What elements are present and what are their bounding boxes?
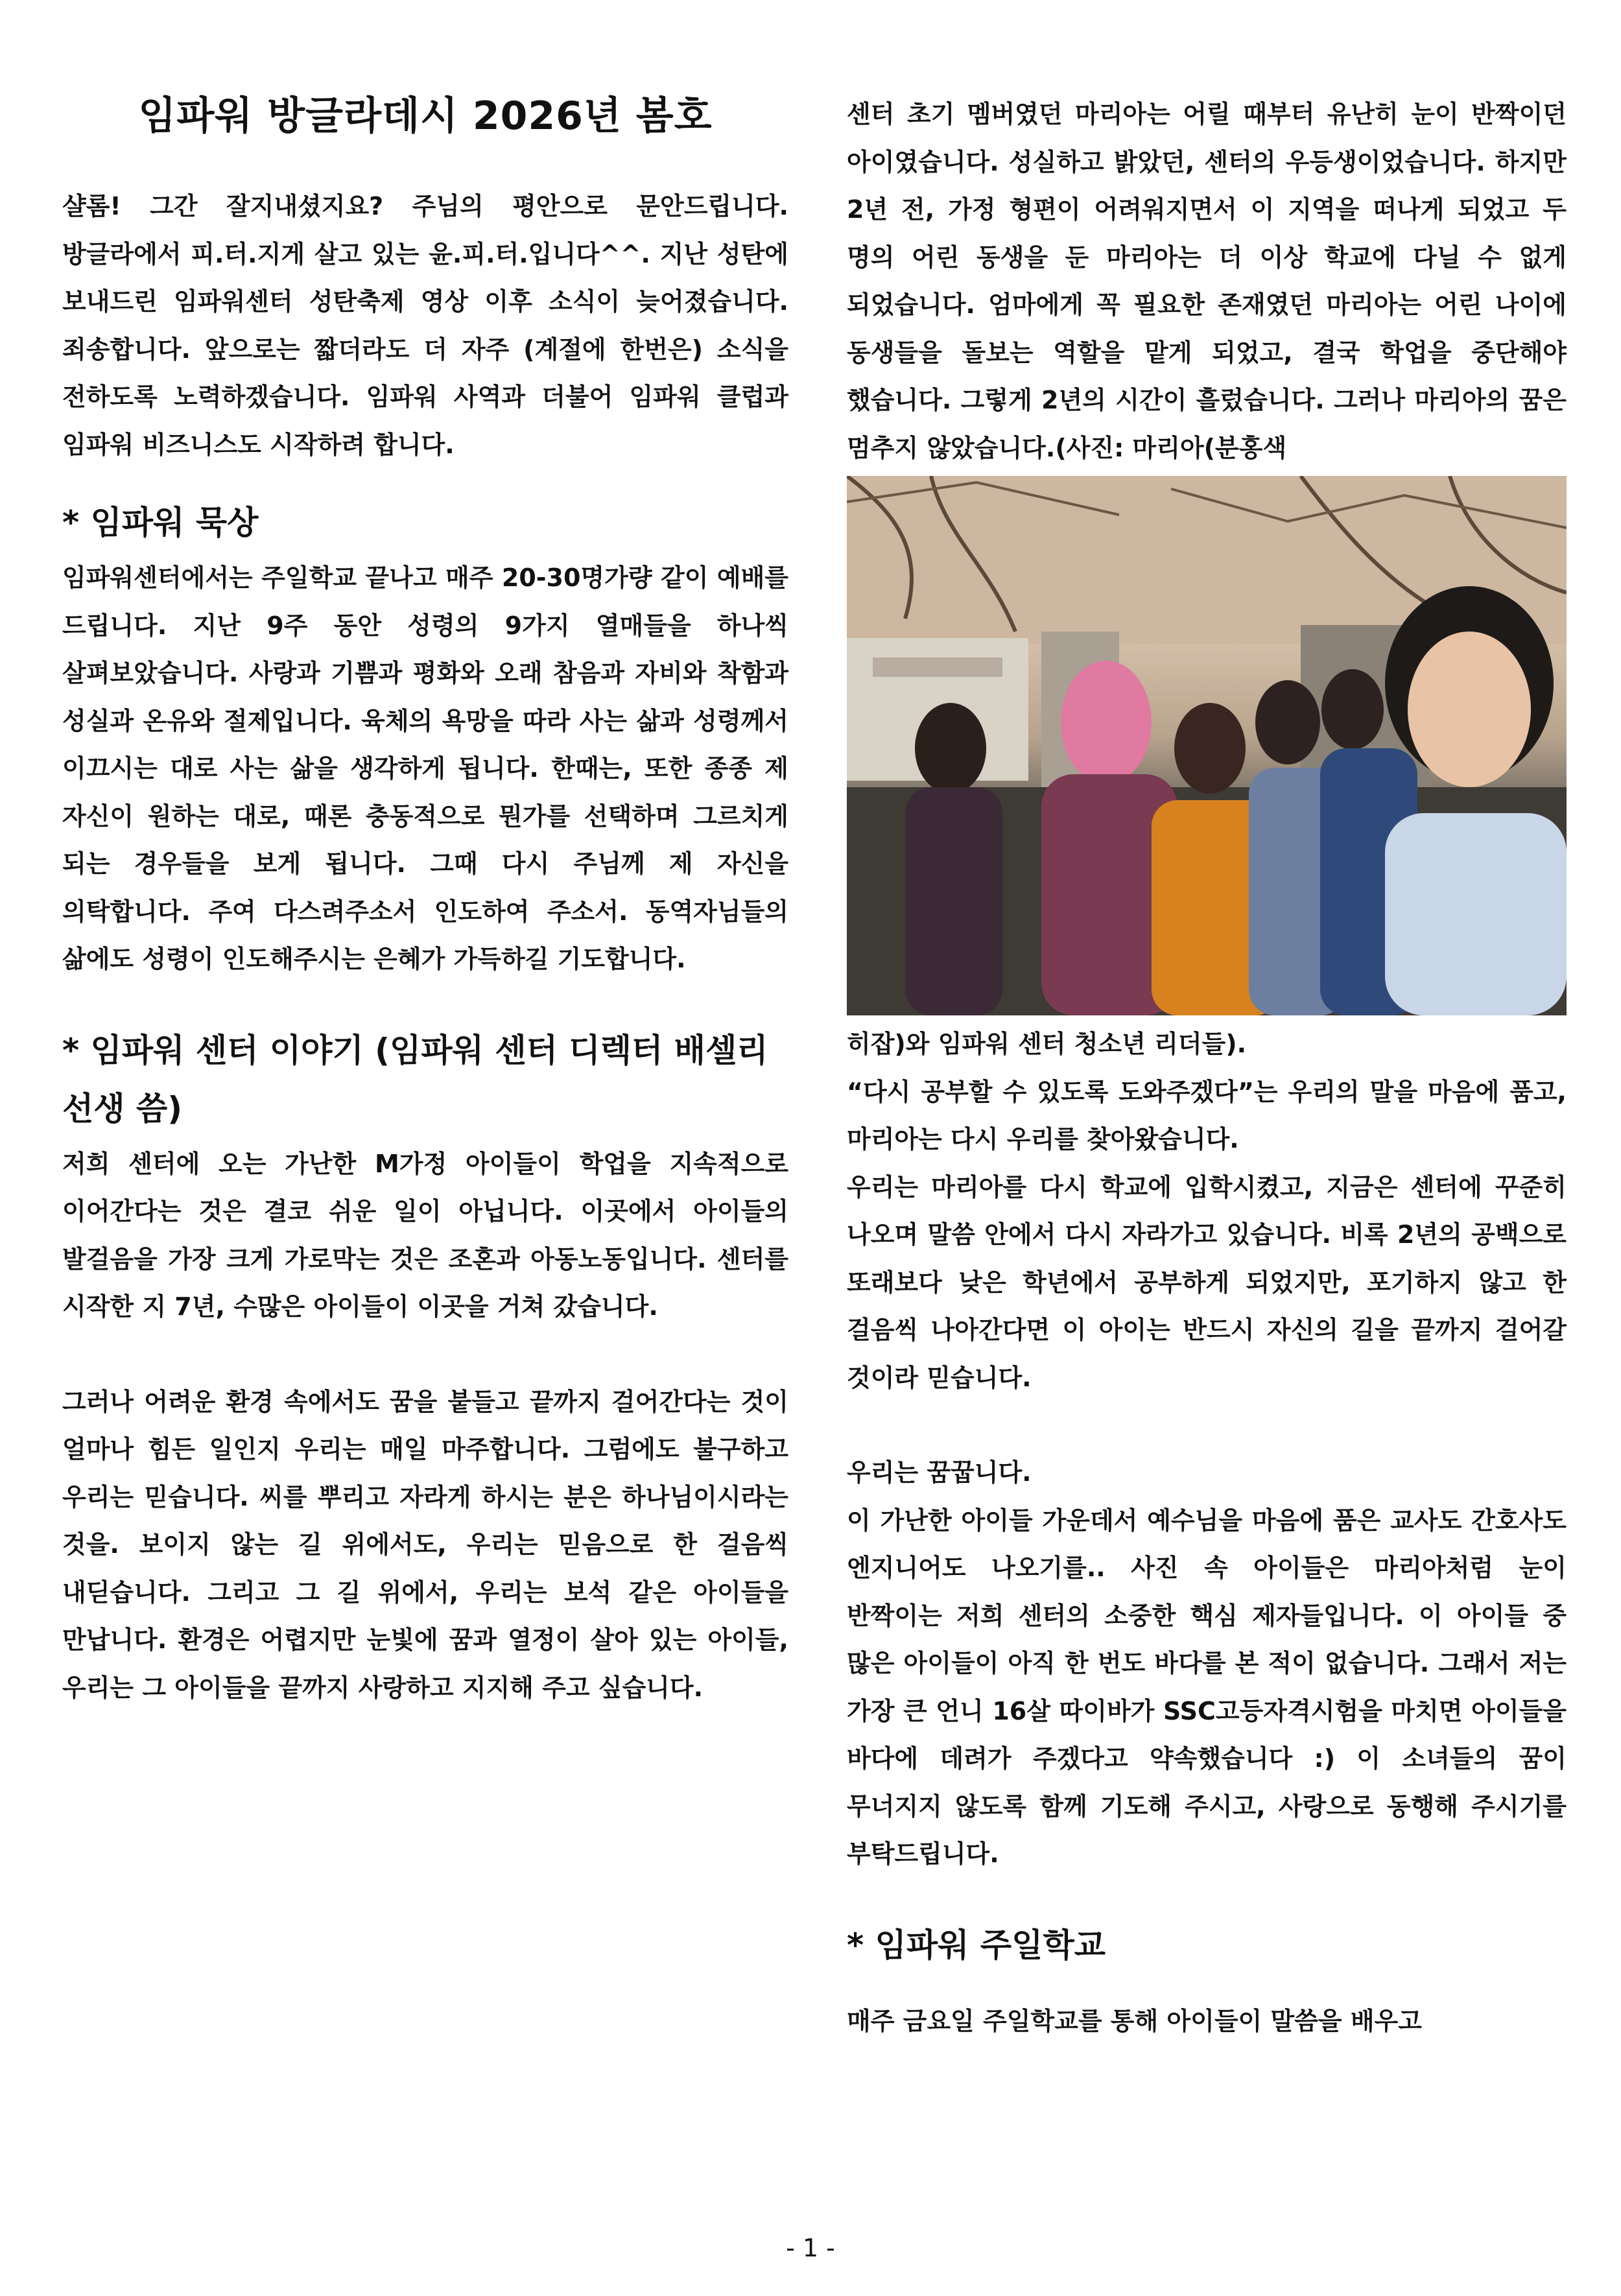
maria-return-paragraph: “다시 공부할 수 있도록 도와주겠다”는 우리의 말을 마음에 품고, 마리아는 다시 우리를 찾아왔습니다. bbox=[847, 1077, 1567, 1154]
sunday-school-heading: * 임파워 주일학교 bbox=[847, 1926, 1106, 1964]
newsletter-title: 임파워 방글라데시 2026년 봄호 bbox=[138, 93, 713, 139]
right-column bbox=[847, 91, 1567, 2045]
intro-paragraph: 샬롬! 그간 잘지내셨지요? 주님의 평안으로 문안드립니다. 방글라에서 피.터.지게 살고 있는 윤.피.터.입니다^^. 지난 성탄에 보내드린 임파워센터 성탄축제 영상 이후 소식이 늦어졌습니다. 죄송합니다. 앞으로는 짧더라도 더 자주 (계절에 한번은) 소식을 전하도록 노력하겠습니다. 임파워 사역과 더불어 임파워 클럽과 임파워 비즈니스도 시작하려 합니다. bbox=[62, 192, 788, 459]
meditation-heading: * 임파워 묵상 bbox=[62, 504, 259, 541]
left-column bbox=[62, 91, 788, 1712]
maria-story-paragraph: 센터 초기 멤버였던 마리아는 어릴 때부터 유난히 눈이 반짝이던 아이였습니다. 성실하고 밝았던, 센터의 우등생이었습니다. 하지만 2년 전, 가정 형편이 어려워지면서 이 지역을 떠나게 되었고 두 명의 어린 동생을 둔 마리아는 더 이상 학교에 다닐 수 없게 되었습니다. 엄마에게 꼭 필요한 존재였던 마리아는 어린 나이에 동생들을 돌보는 역할을 맡게 되었고, 결국 학업을 중단해야 했습니다. 그렇게 2년의 시간이 흘렀습니다. 그러나 마리아의 꿈은 멈추지 않았습니다.(사진: 마리아(분홍색 bbox=[847, 100, 1567, 462]
center-story-paragraph-1: 저희 센터에 오는 가난한 M가정 아이들이 학업을 지속적으로 이어간다는 것은 결코 쉬운 일이 아닙니다. 이곳에서 아이들의 발걸음을 가장 크게 가로막는 것은 조혼과 아동노동입니다. 센터를 시작한 지 7년, 수많은 아이들이 이곳을 거쳐 갔습니다. bbox=[62, 1149, 788, 1321]
dream-paragraph: 이 가난한 아이들 가운데서 예수님을 마음에 품은 교사도 간호사도 엔지니어도 나오기를.. 사진 속 아이들은 마리아처럼 눈이 반짝이는 저희 센터의 소중한 핵심 제자들입니다. 이 아이들 중 많은 아이들이 아직 한 번도 바다를 본 적이 없습니다. 그래서 저는 가장 큰 언니 16살 따이바가 SSC고등자격시험을 마치면 아이들을 바다에 데려가 주겠다고 약속했습니다 :) 이 소녀들의 꿈이 무너지지 않도록 함께 기도해 주시고, 사랑으로 동행해 주시기를 부탁드립니다. bbox=[847, 1506, 1567, 1868]
center-story-heading: * 임파워 센터 이야기 (임파워 센터 디렉터 배셀리 선생 씀) bbox=[62, 1031, 768, 1128]
page-number: - 1 - bbox=[786, 2234, 835, 2262]
group-photo-image bbox=[847, 476, 1567, 1015]
sunday-school-paragraph: 매주 금요일 주일학교를 통해 아이들이 말씀을 배우고 bbox=[847, 2006, 1422, 2035]
dream-intro: 우리는 꿈꿉니다. bbox=[847, 1458, 1032, 1487]
maria-school-paragraph: 우리는 마리아를 다시 학교에 입학시켰고, 지금은 센터에 꾸준히 나오며 말씀 안에서 다시 자라가고 있습니다. 비록 2년의 공백으로 또래보다 낮은 학년에서 공부하게 되었지만, 포기하지 않고 한 걸음씩 나아간다면 이 아이는 반드시 자신의 길을 끝까지 걸어갈 것이라 믿습니다. bbox=[847, 1172, 1567, 1392]
photo-caption: 히잡)와 임파워 센터 청소년 리더들). bbox=[847, 1030, 1247, 1058]
meditation-paragraph: 임파워센터에서는 주일학교 끝나고 매주 20-30명가량 같이 예배를 드립니다. 지난 9주 동안 성령의 9가지 열매들을 하나씩 살펴보았습니다. 사랑과 기쁨과 평화와 오래 참음과 자비와 착함과 성실과 온유와 절제입니다. 육체의 욕망을 따라 사는 삶과 성령께서 이끄시는 대로 사는 삶을 생각하게 됩니다. 한때는, 또한 종종 제 자신이 원하는 대로, 때론 충동적으로 뭔가를 선택하며 그르치게 되는 경우들을 보게 됩니다. 그때 다시 주님께 제 자신을 의탁합니다. 주여 다스려주소서 인도하여 주소서. 동역자님들의 삶에도 성령이 인도해주시는 은혜가 가득하길 기도합니다. bbox=[62, 563, 788, 973]
center-story-paragraph-2: 그러나 어려운 환경 속에서도 꿈을 붙들고 끝까지 걸어간다는 것이 얼마나 힘든 일인지 우리는 매일 마주합니다. 그럼에도 불구하고 우리는 믿습니다. 씨를 뿌리고 자라게 하시는 분은 하나님이시라는 것을. 보이지 않는 길 위에서도, 우리는 믿음으로 한 걸음씩 내딛습니다. 그리고 그 길 위에서, 우리는 보석 같은 아이들을 만납니다. 환경은 어렵지만 눈빛에 꿈과 열정이 살아 있는 아이들, 우리는 그 아이들을 끝까지 사랑하고 지지해 주고 싶습니다. bbox=[62, 1387, 788, 1702]
